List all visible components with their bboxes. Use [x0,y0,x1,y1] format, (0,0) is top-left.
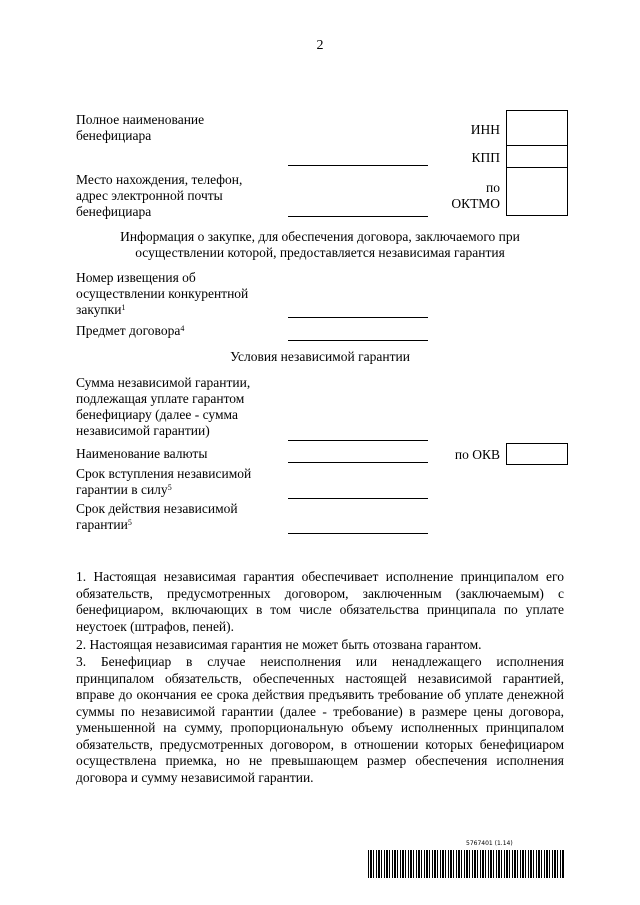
guarantee-amount-line[interactable] [288,440,428,441]
effective-footnote: 5 [167,483,172,492]
kpp-box[interactable] [506,145,568,168]
kpp-label: КПП [471,150,500,165]
okv-box[interactable] [506,443,568,465]
page-number: 2 [316,38,324,53]
notice-number-label: Номер извещения об осуществлении конкурентной закупки$^1$ [76,270,249,317]
contract-subject-line[interactable] [288,340,428,341]
beneficiary-address-label: Место нахождения, телефон, адрес электронной почты бенефициара [76,172,243,219]
validity-footnote: 5 [127,518,132,527]
barcode-label: 5767401 (1.14) [466,840,513,847]
paragraph-2: 2. Настоящая независимая гарантия не может быть отозвана гарантом. [76,637,482,652]
conditions-heading: Условия независимой гарантии [230,349,410,364]
contract-footnote: 4 [180,324,185,333]
beneficiary-address-line[interactable] [288,216,428,217]
oktmo-box[interactable] [506,167,568,216]
validity-line[interactable] [288,533,428,534]
notice-number-line[interactable] [288,317,428,318]
effective-date-label: Срок вступления независимой гарантии в силу$^5$ [76,466,252,497]
beneficiary-name-label: Полное наименование бенефициара [76,112,205,143]
procurement-heading: Информация о закупке, для обеспечения договора, заключаемого при осуществлении которой, предоставляется независимая гарантия [120,229,520,260]
guarantee-amount-label: Сумма независимой гарантии, подлежащая уплате гарантом бенефициару (далее - сумма независимой гарантии) [76,375,251,438]
beneficiary-name-line[interactable] [288,165,428,166]
validity-label: Срок действия независимой гарантии$^5$ [76,501,238,532]
currency-line[interactable] [288,462,428,463]
paragraph-1: 1. Настоящая независимая гарантия обеспечивает исполнение принципалом его обязательств, предусмотренных договором, заключенным (заключаемым) с бенефициаром, включающих в том числе обязательства принципала по уплате неустоек (штрафов, пеней). [76,569,564,634]
inn-label: ИНН [470,122,500,137]
effective-date-line[interactable] [288,498,428,499]
contract-subject-label: Предмет договора$^4$ [76,323,185,338]
paragraph-3: 3. Бенефициар в случае неисполнения или ненадлежащего исполнения принципалом обязательств, обеспеченных настоящей независимой гарантией, вправе до окончания ее срока действия предъявить требование об уплате денежной суммы по независимой гарантии (далее - требование) в размере цены договора, уменьшенной на сумму, пропорциональную объему исполненных принципалом обязательств, предусмотренных договором, в отношении которых бенефициаром осуществлена приемка, но не превышающем размер обеспечения исполнения договора и сумму независимой гарантии. [76,654,564,785]
barcode-image [368,850,564,878]
currency-label: Наименование валюты [76,446,208,461]
okv-label: по ОКВ [454,447,500,462]
oktmo-label: ОКТМО [451,196,500,211]
notice-footnote: 1 [121,303,126,312]
inn-box[interactable] [506,110,568,146]
oktmo-po-label: по [486,180,500,195]
